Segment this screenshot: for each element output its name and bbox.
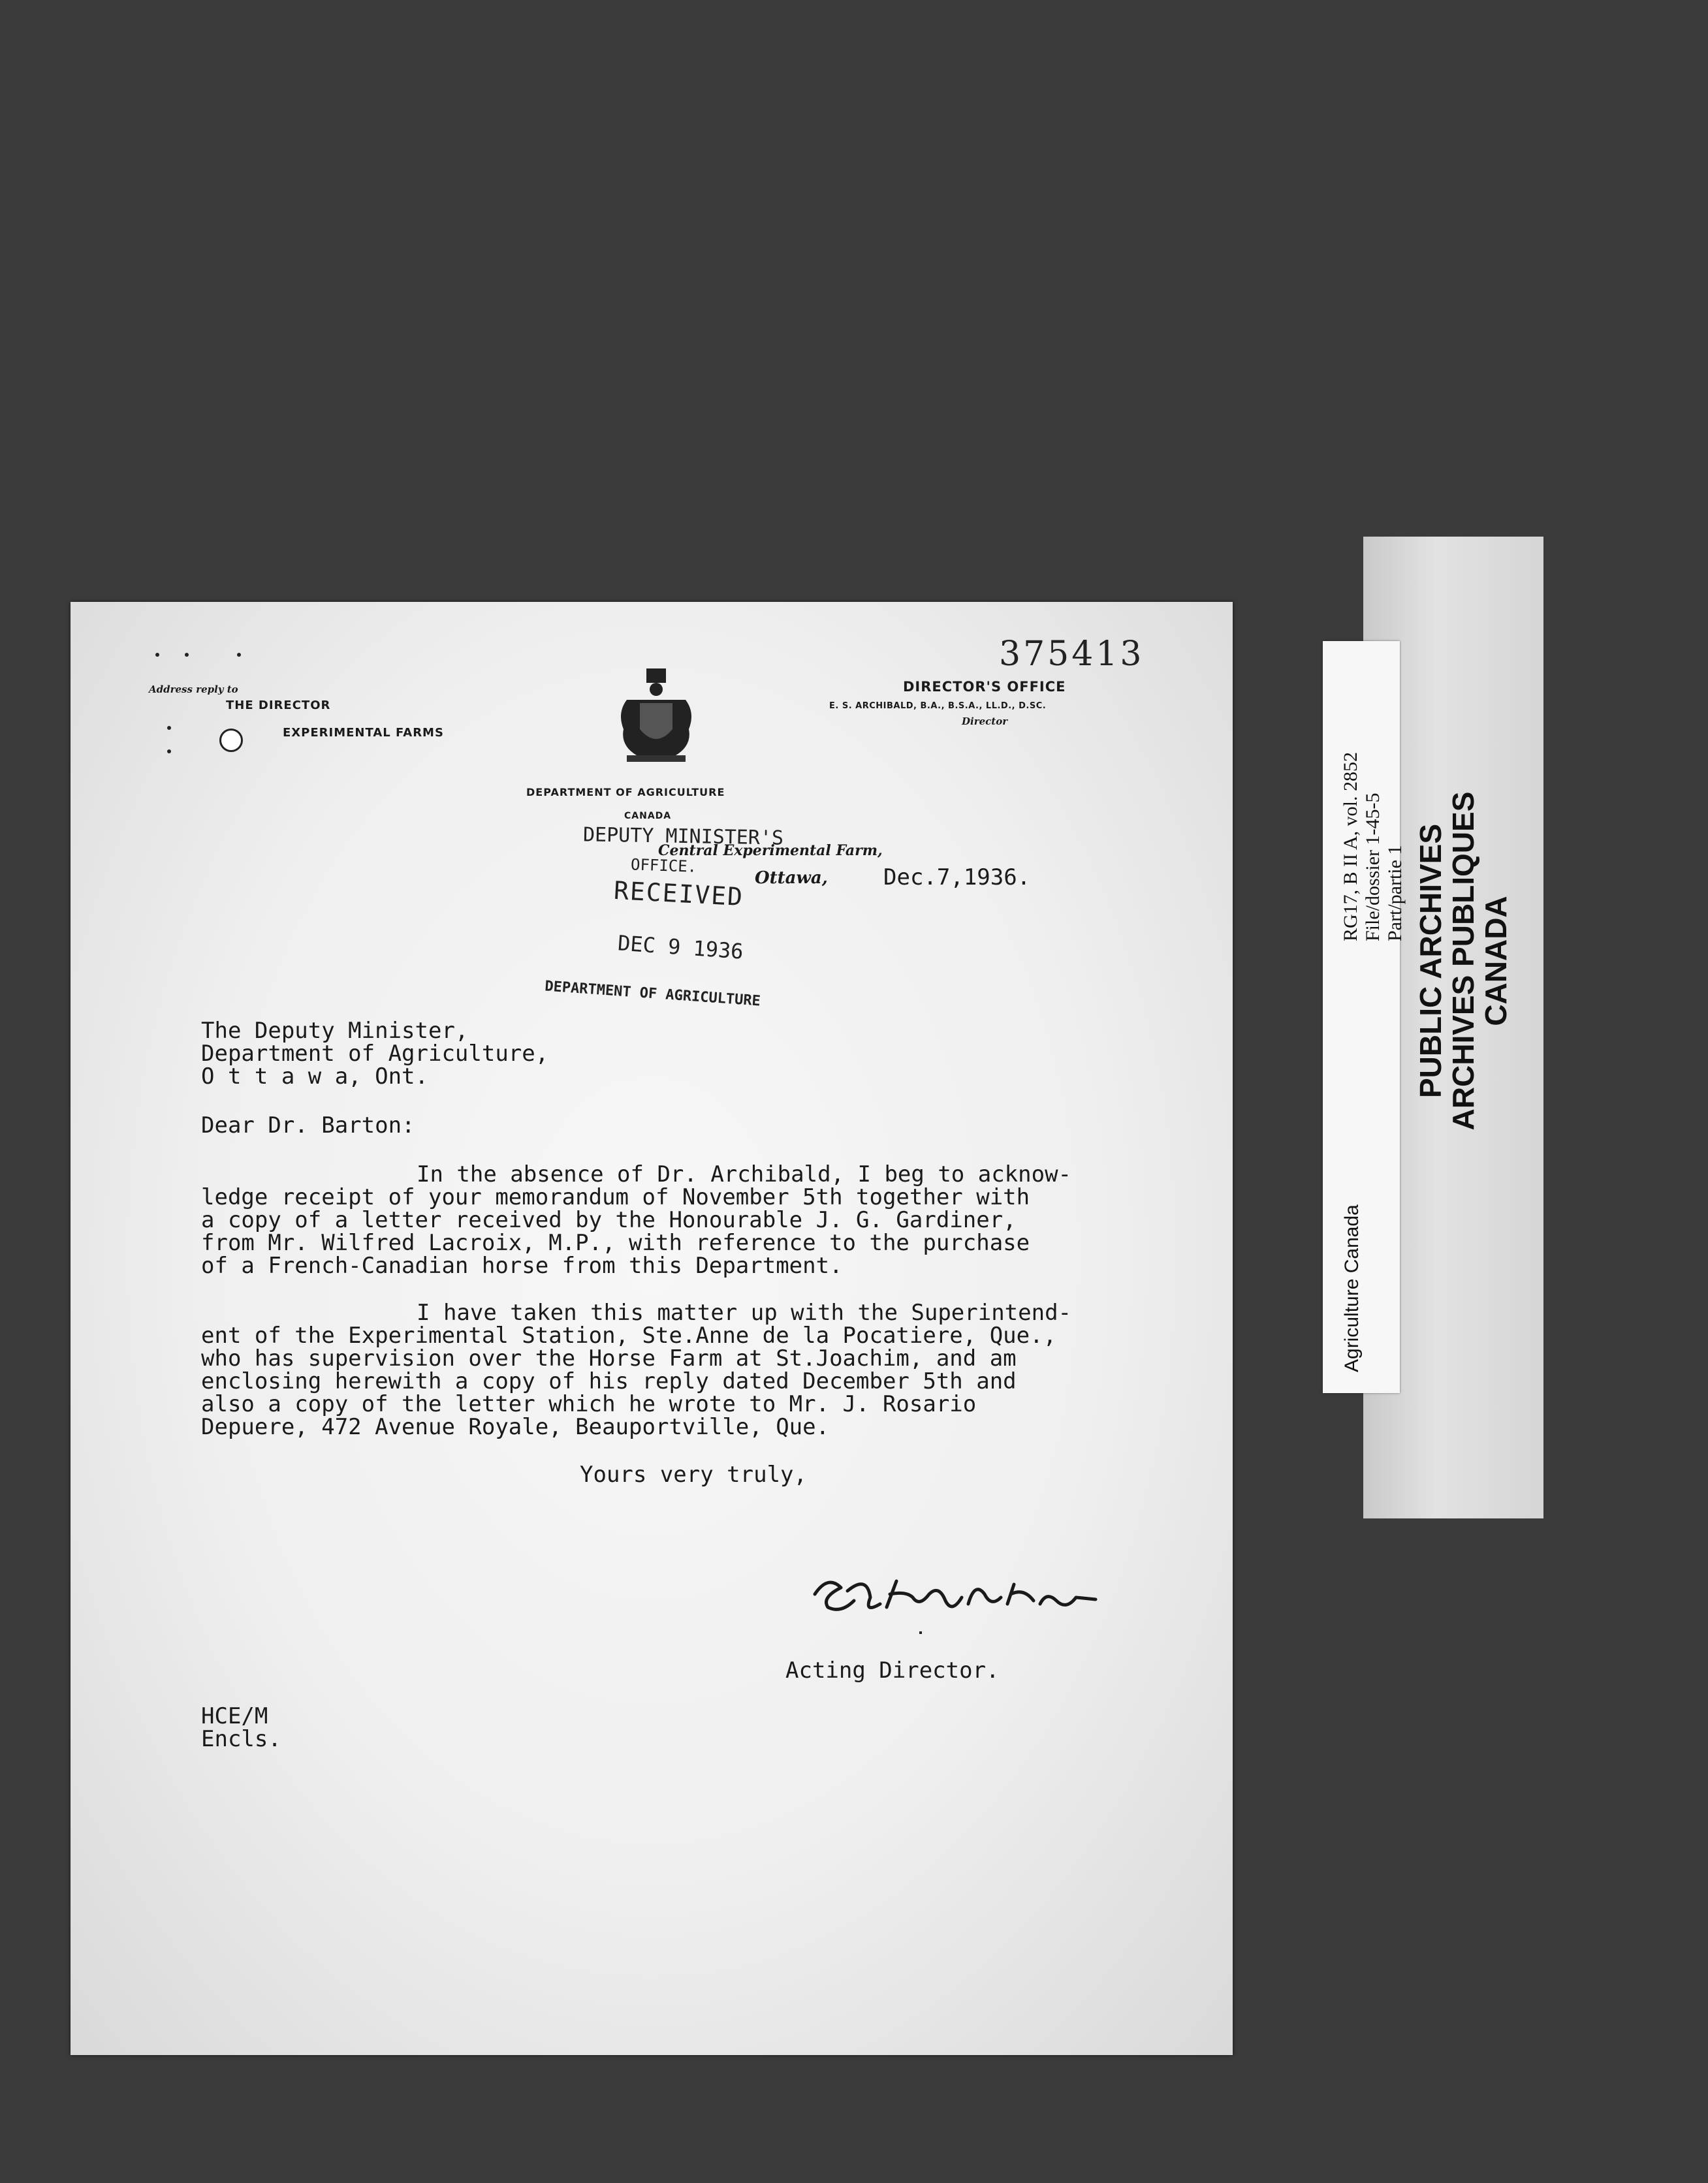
recipient-line-2: Department of Agriculture,: [201, 1041, 549, 1067]
body-p2-line-2: ent of the Experimental Station, Ste.Anne de la Pocatiere, Que.,: [201, 1323, 1057, 1349]
body-p2-line-3: who has supervision over the Horse Farm at St.Joachim, and am: [201, 1345, 1017, 1372]
hole-punch-icon: [219, 729, 243, 752]
department-name: DEPARTMENT OF AGRICULTURE: [526, 786, 725, 798]
body-p1-line-3: a copy of a letter received by the Honourable J. G. Gardiner,: [201, 1207, 1017, 1233]
ink-dot: [167, 749, 171, 753]
stamp-office: OFFICE.: [630, 855, 697, 876]
address-reply-label: Address reply to: [149, 683, 238, 695]
director-name: E. S. ARCHIBALD, B.A., B.S.A., LL.D., D.SC.: [829, 701, 1047, 711]
ink-dot: [919, 1631, 922, 1634]
ink-dot: [155, 653, 159, 657]
recipient-line-1: The Deputy Minister,: [201, 1018, 469, 1044]
card-agency: Agriculture Canada: [1341, 1204, 1363, 1372]
archive-line-2: ARCHIVES PUBLIQUES: [1446, 791, 1480, 1131]
recipient-line-3: O t t a w a, Ont.: [201, 1063, 428, 1090]
ink-dot: [185, 653, 189, 657]
directors-office-label: DIRECTOR'S OFFICE: [903, 679, 1066, 695]
enclosures-note: Encls.: [201, 1726, 281, 1752]
experimental-farms-label: EXPERIMENTAL FARMS: [283, 726, 444, 740]
closing: Yours very truly,: [580, 1462, 807, 1488]
signer-title: Acting Director.: [785, 1657, 1000, 1684]
reference-initials: HCE/M: [201, 1703, 268, 1729]
body-p1-line-2: ledge receipt of your memorandum of November 5th together with: [201, 1184, 1030, 1210]
director-title: Director: [962, 715, 1008, 727]
body-p2-line-6: Depuere, 472 Avenue Royale, Beauportville, Que.: [201, 1414, 830, 1440]
letter-date: Dec.7,1936.: [883, 864, 1031, 890]
coat-of-arms-icon: [614, 667, 699, 765]
city-name: Ottawa,: [755, 868, 828, 888]
body-p2-line-5: also a copy of the letter which he wrote to Mr. J. Rosario: [201, 1391, 977, 1417]
archive-reference-card: [1323, 641, 1406, 1393]
stamp-deputy-minister: DEPUTY MINISTER'S: [582, 823, 784, 850]
archive-line-1: PUBLIC ARCHIVES: [1414, 824, 1447, 1098]
serial-number: 375413: [999, 635, 1145, 674]
the-director-label: THE DIRECTOR: [226, 699, 331, 712]
handwritten-signature: [808, 1568, 1128, 1627]
card-line-3: Part/partie 1: [1384, 845, 1406, 941]
body-p1-line-4: from Mr. Wilfred Lacroix, M.P., with reference to the purchase: [201, 1230, 1030, 1256]
stamp-date: DEC 9 1936: [616, 930, 744, 964]
stamp-department: DEPARTMENT OF AGRICULTURE: [544, 978, 761, 1010]
farm-line: Central Experimental Farm,: [658, 842, 883, 859]
letter-page: [71, 602, 1233, 2055]
body-p2-line-4: enclosing herewith a copy of his reply dated December 5th and: [201, 1368, 1017, 1394]
card-line-1: RG17, B II A, vol. 2852: [1340, 751, 1361, 941]
body-p2-line-1: I have taken this matter up with the Superintend-: [417, 1300, 1072, 1326]
body-p1-line-5: of a French-Canadian horse from this Department.: [201, 1253, 843, 1279]
card-reference-text: [1340, 752, 1406, 941]
salutation: Dear Dr. Barton:: [201, 1112, 415, 1139]
card-agency-text: [1341, 1204, 1363, 1372]
stamp-received: RECEIVED: [612, 875, 745, 912]
archive-tape-text: [1414, 732, 1512, 1189]
body-p1-line-1: In the absence of Dr. Archibald, I beg to acknow-: [417, 1161, 1072, 1187]
ink-dot: [167, 726, 171, 730]
card-line-2: File/dossier 1-45-5: [1362, 793, 1384, 941]
archive-line-3: CANADA: [1479, 896, 1513, 1026]
country-name: CANADA: [624, 811, 672, 821]
ink-dot: [237, 653, 241, 657]
